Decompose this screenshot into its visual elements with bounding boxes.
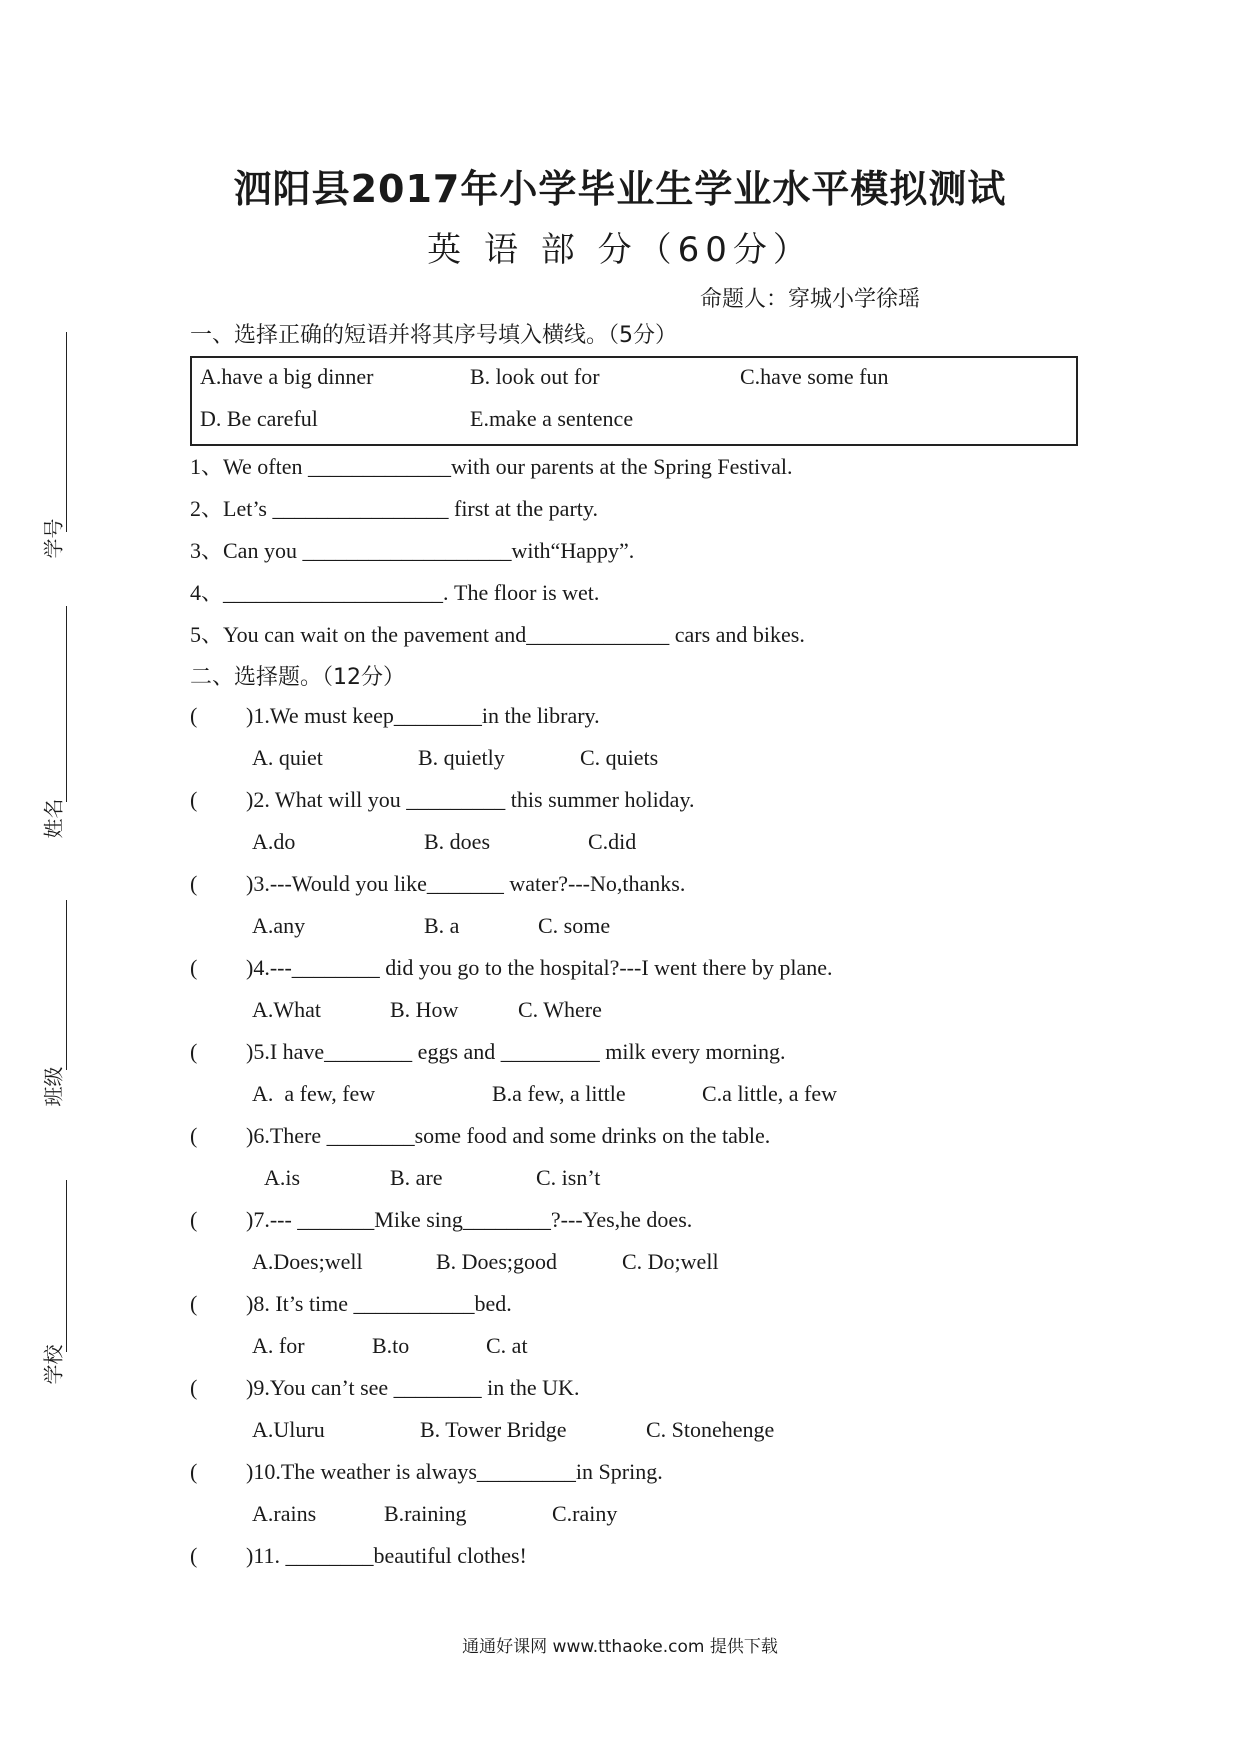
fill-blank-item: 4、____________________. The floor is wet. — [190, 580, 600, 605]
answer-paren: ( — [190, 787, 198, 812]
fill-blank-item: 3、Can you ___________________with“Happy”. — [190, 538, 635, 563]
choice: A. a few, few — [252, 1081, 376, 1106]
choice: A.Uluru — [252, 1417, 325, 1442]
choice: A.is — [264, 1165, 301, 1190]
choice: A.any — [252, 913, 306, 938]
answer-paren: ( — [190, 955, 198, 980]
phrase-options-box — [190, 356, 1078, 446]
choice: A. quiet — [252, 745, 323, 770]
choice: C. Do;well — [622, 1249, 719, 1274]
side-label: 姓名 — [41, 798, 66, 839]
binding-margin — [0, 0, 120, 1754]
answer-paren: ( — [190, 1291, 198, 1316]
choice: A. for — [252, 1333, 305, 1358]
choice: C. quiets — [580, 745, 659, 770]
answer-paren: ( — [190, 1207, 198, 1232]
answer-paren: ( — [190, 1459, 198, 1484]
answer-paren: ( — [190, 1375, 198, 1400]
choice: B. Tower Bridge — [420, 1417, 567, 1442]
page-title: 泗阳县2017年小学毕业生学业水平模拟测试 — [233, 167, 1007, 211]
choice: A.What — [252, 997, 322, 1022]
question-text: )6.There ________some food and some drinks on the table. — [246, 1123, 771, 1148]
choice: B. Does;good — [436, 1249, 557, 1274]
question-text: )8. It’s time ___________bed. — [246, 1291, 512, 1316]
choice: B.to — [372, 1333, 410, 1358]
choice: C.a little, a few — [702, 1081, 838, 1106]
side-label: 班级 — [41, 1066, 66, 1107]
choice: B. How — [390, 997, 459, 1022]
fill-blank-item: 1、We often _____________with our parents at the Spring Festival. — [190, 454, 793, 479]
phrase-option: A.have a big dinner — [200, 364, 374, 389]
choice: B. are — [390, 1165, 443, 1190]
section1-heading: 一、选择正确的短语并将其序号填入横线。（5分） — [190, 323, 677, 348]
footer-text: 通通好课网 www.tthaoke.com 提供下载 — [462, 1637, 778, 1657]
choice: C. at — [486, 1333, 528, 1358]
side-label: 学号 — [41, 518, 66, 559]
phrase-option: E.make a sentence — [470, 406, 634, 431]
side-label: 学校 — [41, 1344, 66, 1385]
fill-blank-item: 2、Let’s ________________ first at the party. — [190, 496, 598, 521]
phrase-option: D. Be careful — [200, 406, 318, 431]
choice: B. a — [424, 913, 460, 938]
question-text: )10.The weather is always_________in Spring. — [246, 1459, 663, 1484]
author-line: 命题人：穿城小学徐瑶 — [700, 287, 921, 312]
question-text: )4.---________ did you go to the hospital?---I went there by plane. — [246, 955, 833, 980]
phrase-option: C.have some fun — [740, 364, 889, 389]
question-text: )1.We must keep________in the library. — [246, 703, 600, 728]
choice: C.did — [588, 829, 637, 854]
choice: B.raining — [384, 1501, 467, 1526]
choice: C. Stonehenge — [646, 1417, 775, 1442]
choice: C. isn’t — [536, 1165, 601, 1190]
choice: A.Does;well — [252, 1249, 363, 1274]
answer-paren: ( — [190, 1543, 198, 1568]
fill-blank-item: 5、You can wait on the pavement and_____________ cars and bikes. — [190, 622, 805, 647]
question-text: )2. What will you _________ this summer holiday. — [246, 787, 695, 812]
question-text: )3.---Would you like_______ water?---No,thanks. — [246, 871, 686, 896]
answer-paren: ( — [190, 871, 198, 896]
choice: C.rainy — [552, 1501, 618, 1526]
choice: C. Where — [518, 997, 602, 1022]
choice: A.do — [252, 829, 296, 854]
answer-paren: ( — [190, 1123, 198, 1148]
choice: B. quietly — [418, 745, 505, 770]
question-text: )5.I have________ eggs and _________ milk every morning. — [246, 1039, 786, 1064]
choice: C. some — [538, 913, 611, 938]
page-subtitle: 英 语 部 分（60分） — [427, 230, 813, 270]
answer-paren: ( — [190, 703, 198, 728]
choice: B.a few, a little — [492, 1081, 626, 1106]
choice: A.rains — [252, 1501, 317, 1526]
section2-heading: 二、选择题。（12分） — [190, 665, 405, 690]
choice: B. does — [424, 829, 490, 854]
question-text: )9.You can’t see ________ in the UK. — [246, 1375, 580, 1400]
question-text: )7.--- _______Mike sing________?---Yes,he does. — [246, 1207, 693, 1232]
phrase-option: B. look out for — [470, 364, 600, 389]
answer-paren: ( — [190, 1039, 198, 1064]
question-text: )11. ________beautiful clothes! — [246, 1543, 527, 1568]
